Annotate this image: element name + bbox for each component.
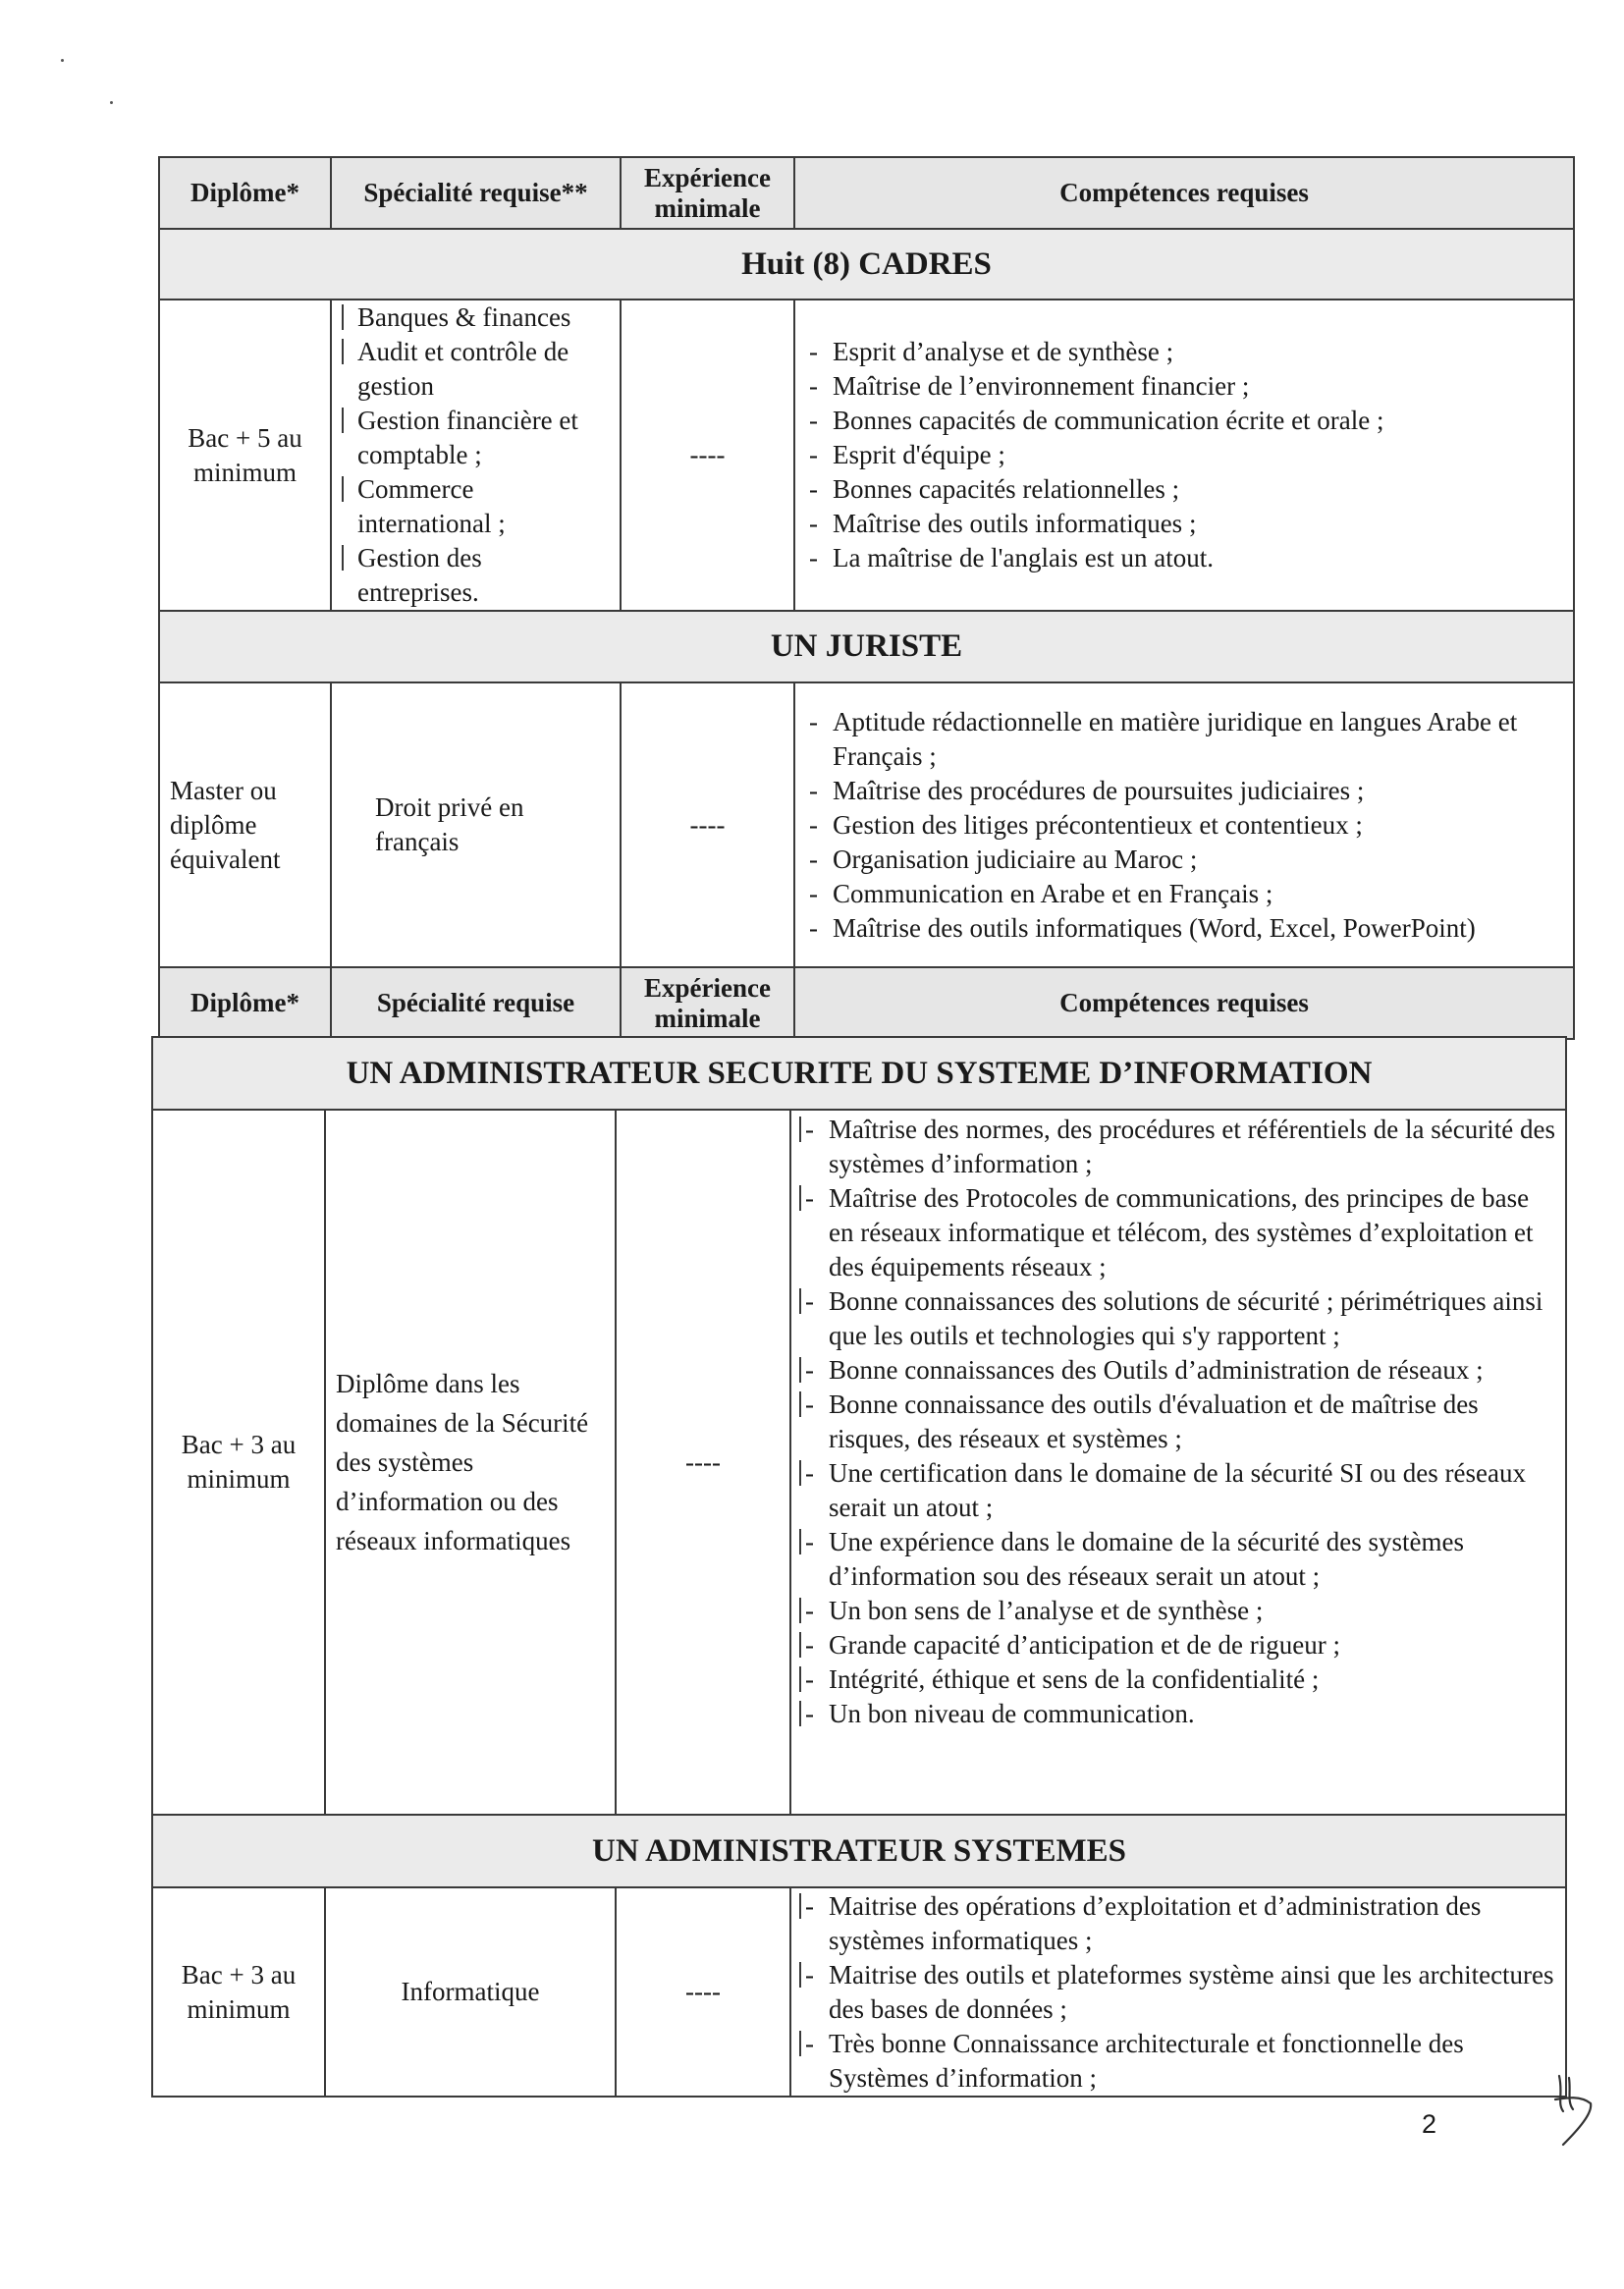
table-row	[152, 1110, 1566, 1815]
initials-paraph	[1549, 2070, 1598, 2153]
experience-cell: ----	[621, 682, 794, 967]
experience-cell: ----	[616, 1887, 790, 2097]
competence-item: - Esprit d'équipe ;	[805, 438, 1563, 472]
scan-speck	[110, 101, 113, 104]
competence-item: - Aptitude rédactionnelle en matière juridique en langues Arabe et Français ;	[805, 705, 1563, 774]
competence-item: Maitrise des opérations d’exploitation et d’administration des systèmes informatiques ; -	[801, 1889, 1555, 1958]
competence-item: - Organisation judiciaire au Maroc ;	[805, 843, 1563, 877]
table-row	[159, 300, 1574, 611]
header-specialite: Spécialité requise**	[331, 157, 621, 229]
specialite-item: Commerce international ;	[342, 472, 610, 541]
diplome-cell: Bac + 3 au minimum	[152, 1887, 325, 2097]
section-title-row	[152, 1037, 1566, 1110]
header-competences: Compétences requises	[794, 967, 1574, 1039]
table-row	[152, 1887, 1566, 2097]
specialite-item: Gestion des entreprises.	[342, 541, 610, 610]
competence-item: Bonne connaissances des solutions de sécurité ; périmétriques ainsi que les outils et technologies qui s'y rapportent ; -	[801, 1284, 1555, 1353]
section-title-row	[152, 1815, 1566, 1887]
header-specialite: Spécialité requise	[331, 967, 621, 1039]
experience-cell: ----	[616, 1110, 790, 1815]
competence-item: Une certification dans le domaine de la sécurité SI ou des réseaux serait un atout ; -	[801, 1456, 1555, 1525]
section-title-row	[159, 611, 1574, 682]
competence-item: Une expérience dans le domaine de la sécurité des systèmes d’information sou des réseaux serait un atout ; -	[801, 1525, 1555, 1594]
diplome-cell: Bac + 5 au minimum	[159, 300, 331, 611]
competence-item: Maîtrise des normes, des procédures et référentiels de la sécurité des systèmes d’information ; -	[801, 1113, 1555, 1181]
table-row	[159, 682, 1574, 967]
specialite-list	[342, 300, 610, 610]
competence-item: - Maîtrise des outils informatiques ;	[805, 507, 1563, 541]
competence-item: - La maîtrise de l'anglais est un atout.	[805, 541, 1563, 575]
competences-cell	[790, 1110, 1566, 1815]
section-title-cadres: Huit (8) CADRES	[159, 229, 1574, 300]
scan-speck	[61, 59, 64, 62]
competences-cell	[790, 1887, 1566, 2097]
diplome-cell: Bac + 3 au minimum	[152, 1110, 325, 1815]
competence-item: Un bon niveau de communication. -	[801, 1697, 1555, 1731]
specialite-item: Audit et contrôle de gestion	[342, 335, 610, 404]
recruitment-table-1	[158, 156, 1575, 1040]
competence-item: Maitrise des outils et plateformes système ainsi que les architectures des bases de données ; -	[801, 1958, 1555, 2027]
competence-item: Bonne connaissance des outils d'évaluation et de maîtrise des risques, des réseaux et systèmes ; -	[801, 1388, 1555, 1456]
competence-item: - Esprit d’analyse et de synthèse ;	[805, 335, 1563, 369]
competence-item: Grande capacité d’anticipation et de de rigueur ; -	[801, 1628, 1555, 1662]
competence-item: - Bonnes capacités de communication écrite et orale ;	[805, 404, 1563, 438]
header-diplome: Diplôme*	[159, 967, 331, 1039]
page-number: 2	[1422, 2109, 1437, 2139]
header-competences: Compétences requises	[794, 157, 1574, 229]
competence-item: Maîtrise des Protocoles de communications, des principes de base en réseaux informatique et télécom, des systèmes d’exploitation et des équipements réseaux ; -	[801, 1181, 1555, 1284]
table-header-row	[159, 157, 1574, 229]
specialite-cell: Droit privé en français	[331, 682, 621, 967]
competence-item: Très bonne Connaissance architecturale et fonctionnelle des Systèmes d’information ; -	[801, 2027, 1555, 2096]
experience-cell: ----	[621, 300, 794, 611]
competence-item: - Maîtrise des outils informatiques (Word, Excel, PowerPoint)	[805, 911, 1563, 946]
section-title-systemes: UN ADMINISTRATEUR SYSTEMES	[152, 1815, 1566, 1887]
section-title-row	[159, 229, 1574, 300]
competences-cell	[794, 300, 1574, 611]
competence-item: - Maîtrise des procédures de poursuites judiciaires ;	[805, 774, 1563, 808]
competences-list	[805, 335, 1563, 575]
section-title-securite-si: UN ADMINISTRATEUR SECURITE DU SYSTEME D’INFORMATION	[152, 1037, 1566, 1110]
header-diplome: Diplôme*	[159, 157, 331, 229]
specialite-item: Gestion financière et comptable ;	[342, 404, 610, 472]
competence-item: - Gestion des litiges précontentieux et contentieux ;	[805, 808, 1563, 843]
section-title-juriste: UN JURISTE	[159, 611, 1574, 682]
diplome-cell: Master ou diplôme équivalent	[159, 682, 331, 967]
specialite-cell	[331, 300, 621, 611]
recruitment-table-2	[151, 1036, 1567, 2098]
specialite-item: Banques & finances	[342, 300, 610, 335]
table-header-row	[159, 967, 1574, 1039]
competences-list	[805, 705, 1563, 946]
competence-item: Bonne connaissances des Outils d’administration de réseaux ; -	[801, 1353, 1555, 1388]
specialite-cell: Diplôme dans les domaines de la Sécurité des systèmes d’information ou des réseaux informatiques	[325, 1110, 616, 1815]
specialite-cell: Informatique	[325, 1887, 616, 2097]
header-experience: Expérience minimale	[621, 967, 794, 1039]
competence-item: - Bonnes capacités relationnelles ;	[805, 472, 1563, 507]
competences-list	[801, 1113, 1555, 1731]
competences-cell	[794, 682, 1574, 967]
competence-item: Un bon sens de l’analyse et de synthèse ; -	[801, 1594, 1555, 1628]
competence-item: - Communication en Arabe et en Français ;	[805, 877, 1563, 911]
competence-item: - Maîtrise de l’environnement financier ;	[805, 369, 1563, 404]
competences-list	[801, 1889, 1555, 2096]
competence-item: Intégrité, éthique et sens de la confidentialité ; -	[801, 1662, 1555, 1697]
header-experience: Expérience minimale	[621, 157, 794, 229]
